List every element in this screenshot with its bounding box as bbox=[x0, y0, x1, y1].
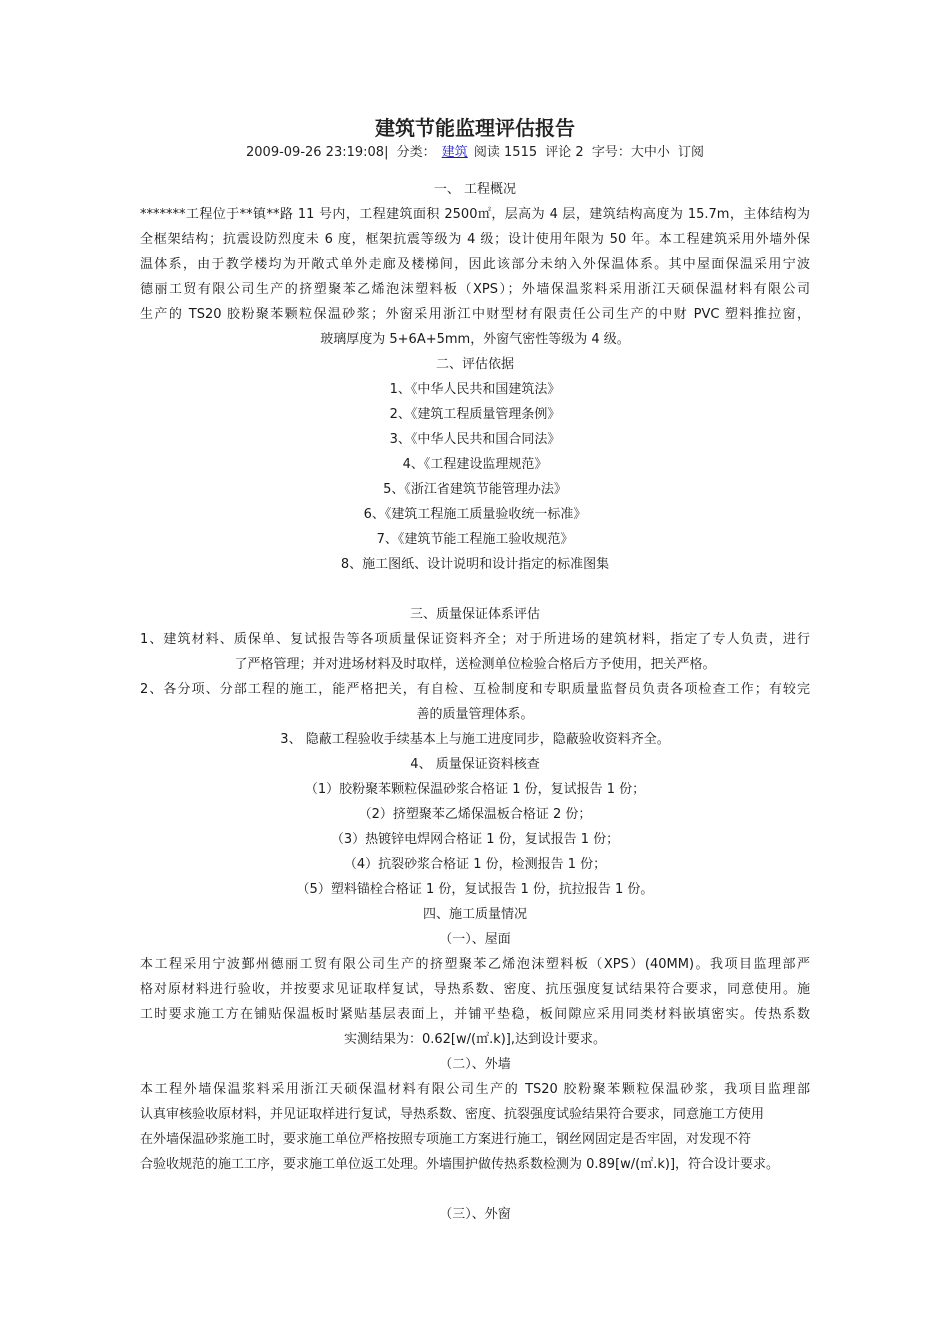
list-item: 6、《建筑工程施工质量验收统一标准》 bbox=[363, 507, 587, 522]
paragraph-line: 2、各分项、分部工程的施工，能严格把关，有自检、互检制度和专职质量监督员负责各项检查工作；有较完 bbox=[140, 682, 810, 697]
list-item: 5、《浙江省建筑节能管理办法》 bbox=[383, 482, 567, 497]
paragraph-line: 全框架结构；抗震设防烈度未 6 度，框架抗震等级为 4 级；设计使用年限为 50 年。本工程建筑采用外墙外保 bbox=[140, 232, 810, 247]
article-meta bbox=[0, 143, 950, 163]
list-item: 7、《建筑节能工程施工验收规范》 bbox=[376, 532, 574, 547]
paragraph-line: 实测结果为：0.62[w/(㎡.k)],达到设计要求。 bbox=[343, 1032, 607, 1047]
paragraph-line: 本工程采用宁波鄞州德丽工贸有限公司生产的挤塑聚苯乙烯泡沫塑料板（XPS）(40MM)。我项目监理部严 bbox=[140, 957, 810, 972]
subsection-heading-roof: （一）、屋面 bbox=[439, 932, 511, 947]
subsection-heading-exterior-window: （三）、外窗 bbox=[439, 1207, 511, 1222]
paragraph-line: 认真审核验收原材料，并见证取样进行复试，导热系数、密度、抗裂强度试验结果符合要求，同意施工方使用 bbox=[140, 1107, 765, 1122]
list-item: 2、《建筑工程质量管理条例》 bbox=[389, 407, 561, 422]
paragraph-line: 本工程外墙保温浆料采用浙江天硕保温材料有限公司生产的 TS20 胶粉聚苯颗粒保温砂浆，我项目监理部 bbox=[140, 1082, 810, 1097]
list-item: 3、《中华人民共和国合同法》 bbox=[389, 432, 561, 447]
subscribe-link[interactable]: 订阅 bbox=[677, 145, 704, 160]
paragraph-line: 德丽工贸有限公司生产的挤塑聚苯乙烯泡沫塑料板（XPS）；外墙保温浆料采用浙江天硕保温材料有限公司 bbox=[140, 282, 810, 297]
list-item: （2）挤塑聚苯乙烯保温板合格证 2 份； bbox=[358, 807, 592, 822]
section-heading-overview: 一、 工程概况 bbox=[433, 182, 517, 197]
comment-count: 评论 2 bbox=[545, 145, 584, 160]
list-item: （3）热镀锌电焊网合格证 1 份，复试报告 1 份； bbox=[330, 832, 620, 847]
list-item: （5）塑料锚栓合格证 1 份，复试报告 1 份，抗拉报告 1 份。 bbox=[296, 882, 654, 897]
paragraph-line: *******工程位于**镇**路 11 号内，工程建筑面积 2500㎡，层高为 4 层，建筑结构高度为 15.7m，主体结构为 bbox=[140, 207, 810, 222]
read-count: 阅读 1515 bbox=[473, 145, 538, 160]
paragraph-line: 1、建筑材料、质保单、复试报告等各项质量保证资料齐全；对于所进场的建筑材料，指定了专人负责，进行 bbox=[140, 632, 810, 647]
paragraph-line: 4、 质量保证资料核查 bbox=[410, 757, 540, 772]
paragraph-line: 善的质量管理体系。 bbox=[416, 707, 534, 722]
list-item: （1）胶粉聚苯颗粒保温砂浆合格证 1 份，复试报告 1 份； bbox=[304, 782, 646, 797]
list-item: 8、施工图纸、设计说明和设计指定的标准图集 bbox=[340, 557, 610, 572]
paragraph-line: 生产的 TS20 胶粉聚苯颗粒保温砂浆；外窗采用浙江中财型材有限责任公司生产的中财 PVC 塑料推拉窗， bbox=[140, 307, 810, 322]
paragraph-line: 合验收规范的施工工序，要求施工单位返工处理。外墙围护做传热系数检测为 0.89[w/(㎡.k)]，符合设计要求。 bbox=[140, 1157, 780, 1172]
paragraph-line: 了严格管理；并对进场材料及时取样，送检测单位检验合格后方予使用，把关严格。 bbox=[234, 657, 716, 672]
category-label: 分类： bbox=[396, 145, 436, 160]
page-title: 建筑节能监理评估报告 bbox=[375, 116, 575, 140]
category-link[interactable]: 建筑 bbox=[441, 145, 468, 160]
subsection-heading-exterior-wall: （二）、外墙 bbox=[439, 1057, 511, 1072]
list-item: （4）抗裂砂浆合格证 1 份，检测报告 1 份； bbox=[343, 857, 607, 872]
section-heading-quality-system: 三、质量保证体系评估 bbox=[409, 607, 540, 622]
list-item: 4、《工程建设监理规范》 bbox=[402, 457, 548, 472]
paragraph-line: 格对原材料进行验收，并按要求见证取样复试，导热系数、密度、抗压强度复试结果符合要求，同意使用。施 bbox=[140, 982, 810, 997]
paragraph-line: 温体系，由于教学楼均为开敞式单外走廊及楼梯间，因此该部分未纳入外保温体系。其中屋面保温采用宁波 bbox=[140, 257, 810, 272]
list-item: 1、《中华人民共和国建筑法》 bbox=[389, 382, 561, 397]
font-size-options[interactable]: 字号：大中小 bbox=[591, 145, 670, 160]
paragraph-line: 工时要求施工方在铺贴保温板时紧贴基层表面上，并铺平垫稳，板间隙应采用同类材料嵌填密实。传热系数 bbox=[140, 1007, 810, 1022]
section-heading-basis: 二、评估依据 bbox=[435, 357, 514, 372]
paragraph-line: 玻璃厚度为 5+6A+5mm，外窗气密性等级为 4 级。 bbox=[320, 332, 630, 347]
paragraph-line: 在外墙保温砂浆施工时，要求施工单位严格按照专项施工方案进行施工，钢丝网固定是否牢固，对发现不符 bbox=[140, 1132, 752, 1147]
post-datetime: 2009-09-26 23:19:08| bbox=[246, 145, 389, 160]
section-heading-construction-quality: 四、施工质量情况 bbox=[422, 907, 527, 922]
paragraph-line: 3、 隐蔽工程验收手续基本上与施工进度同步，隐蔽验收资料齐全。 bbox=[280, 732, 670, 747]
